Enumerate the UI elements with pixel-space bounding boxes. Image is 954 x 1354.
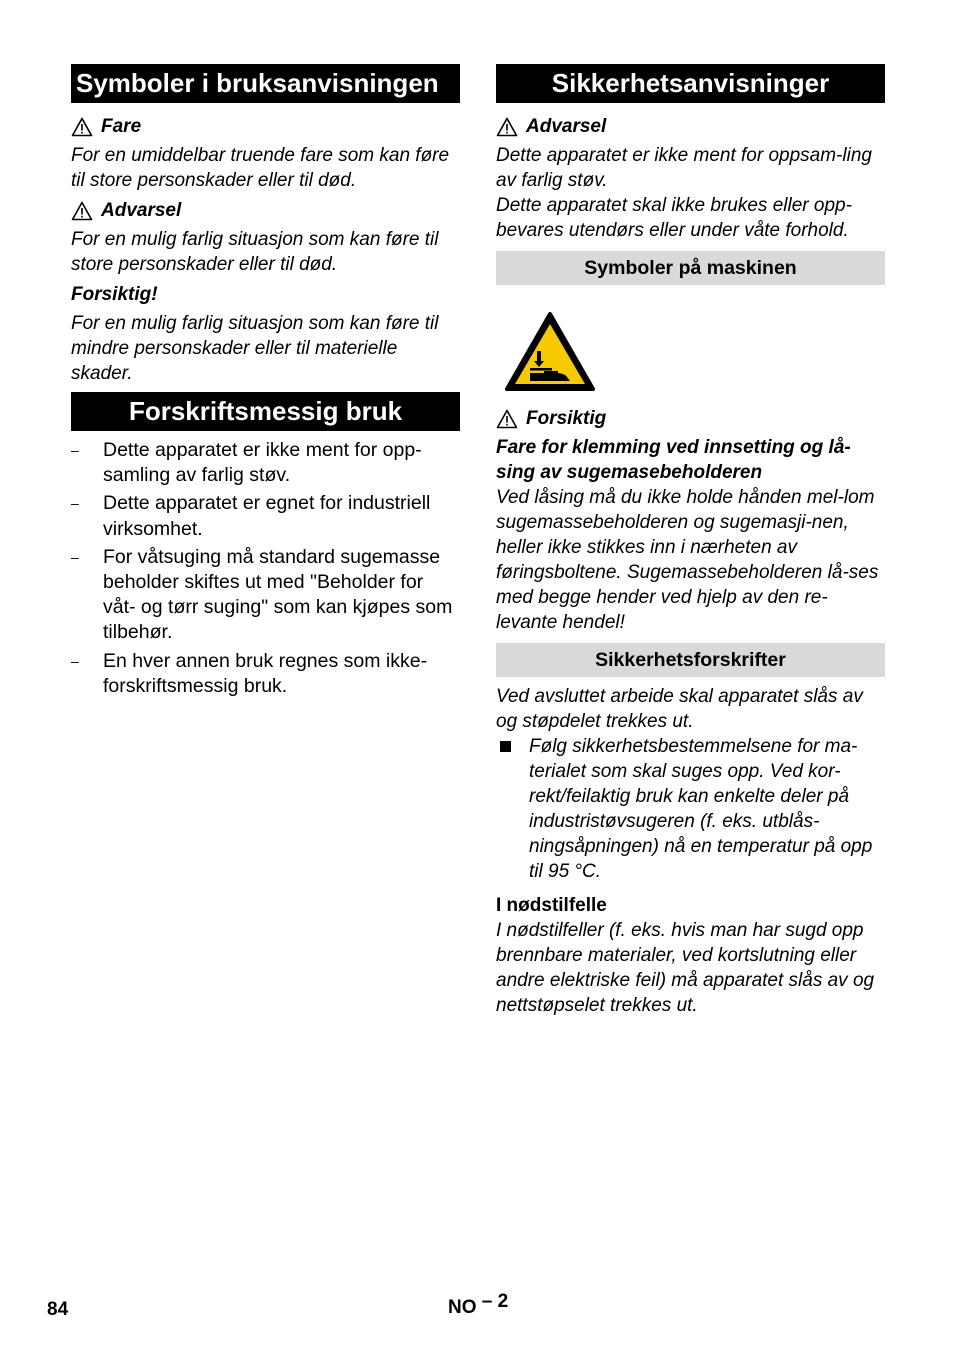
- section-title-symboler: Symboler i bruksanvisningen: [71, 64, 460, 103]
- fare-label: [71, 114, 460, 139]
- fare-text: For en umiddelbar truende fare som kan føre til store personskader eller til død.: [71, 145, 450, 191]
- page-number: 84: [47, 1299, 69, 1320]
- forsiktig-label-text: Forsiktig: [526, 408, 607, 429]
- square-bullet-icon: [500, 741, 511, 752]
- list-item: – En hver annen bruk regnes som ikke-forskriftsmessig bruk.: [71, 649, 428, 697]
- forsiktig-text: For en mulig farlig situasjon som kan føre til mindre personskader eller til materielle skader.: [71, 313, 439, 384]
- subsection-title-sikkerhetsforskrifter: Sikkerhetsforskrifter: [496, 643, 885, 677]
- section-title-forskriftsmessig: Forskriftsmessig bruk: [71, 392, 460, 431]
- dash-marker: –: [71, 548, 79, 565]
- advarsel-label: [496, 114, 885, 139]
- forsiktig-text: Ved låsing må du ikke holde hånden mel-lom sugemassebeholderen og sugemasji-nen, heller ikke stikkes inn i nærheten av føringsboltene. Sugemassebeholderen lå-ses med begge hender ved hjelp av den re-levante hendel!: [496, 487, 879, 633]
- advarsel-text-1: Dette apparatet er ikke ment for oppsam-ling av farlig støv.: [496, 145, 872, 191]
- subsection-title-symboler: Symboler på maskinen: [496, 251, 885, 285]
- page-dash: –: [481, 1291, 493, 1312]
- nod-text: I nødstilfeller (f. eks. hvis man har sugd opp brennbare materialer, ved kortslutning eller andre elektriske feil) må apparatet slås av og nettstøpselet trekkes ut.: [496, 920, 875, 1016]
- advarsel-text: For en mulig farlig situasjon som kan føre til store personskader eller til død.: [71, 229, 439, 275]
- sikkerhet-bullet: Følg sikkerhetsbestemmelsene for ma-terialet som skal suges opp. Ved kor-rekt/feilaktig bruk kan enkelte deler på industristøvsugeren (f. eks. utblås-ningsåpningen) nå en temperatur på opp til 95 °C.: [496, 734, 885, 884]
- warning-triangle-icon: [496, 117, 518, 137]
- advarsel-label-text: Advarsel: [101, 200, 182, 221]
- fare-label-text: Fare: [101, 116, 142, 137]
- sikkerhet-text: Ved avsluttet arbeide skal apparatet slås av og støpdelet trekkes ut.: [496, 686, 863, 732]
- list-item: – For våtsuging må standard sugemasse beholder skiftes ut med "Beholder for våt- og tørr suging" som kan kjøpes som tilbehør.: [71, 545, 453, 644]
- advarsel-label: [71, 198, 460, 223]
- sub-page-number: 2: [497, 1291, 509, 1312]
- dash-marker: –: [71, 442, 79, 458]
- list-item: – Dette apparatet er ikke ment for opp-samling av farlig støv.: [71, 439, 422, 487]
- warning-triangle-icon: [496, 409, 518, 429]
- nod-title: I nødstilfelle: [496, 895, 607, 916]
- dash-marker: –: [71, 652, 79, 669]
- dash-marker: –: [71, 495, 79, 512]
- warning-triangle-icon: [71, 117, 93, 137]
- usage-list: [71, 438, 460, 699]
- page-label: [448, 1291, 509, 1319]
- right-column: [496, 64, 885, 1018]
- forsiktig-heading: Fare for klemming ved innsetting og lå-sing av sugemasebeholderen: [496, 437, 851, 483]
- advarsel-label-text: Advarsel: [526, 116, 607, 137]
- section-title-sikkerhetsanvisninger: Sikkerhetsanvisninger: [496, 64, 885, 103]
- forsiktig-label: [496, 406, 885, 431]
- advarsel-text-2: Dette apparatet skal ikke brukes eller opp-bevares utendørs eller under våte forhold.: [496, 195, 852, 241]
- hand-crush-symbol: [504, 311, 596, 393]
- lang-code: NO: [448, 1297, 477, 1318]
- warning-triangle-icon: [71, 201, 93, 221]
- list-item: – Dette apparatet er egnet for industriell virksomhet.: [71, 492, 431, 540]
- forsiktig-label: Forsiktig!: [71, 284, 158, 305]
- left-column: [71, 64, 460, 699]
- hand-crush-warning-icon: [504, 311, 596, 393]
